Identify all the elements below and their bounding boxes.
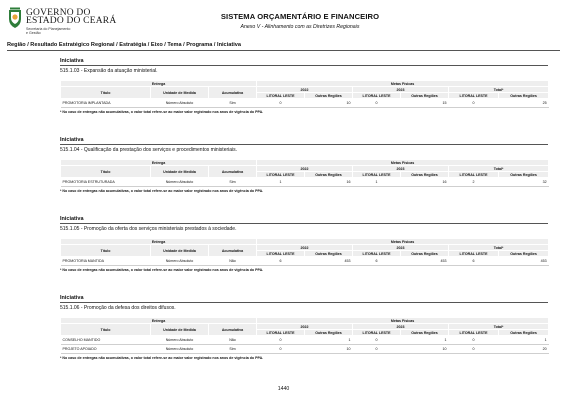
- cell-total-litoral: 0: [449, 345, 499, 354]
- breadcrumb: Região / Resultado Estratégico Regional / Estratégia / Eixo / Tema / Programa / Iniciativa: [7, 42, 241, 48]
- header-litoral: LITORAL LESTE: [449, 330, 499, 336]
- logo-line-2: ESTADO DO CEARÁ: [26, 16, 117, 26]
- header-metas: Metas Físicas: [257, 318, 549, 324]
- header-acumulativa: Acumulativa: [209, 87, 257, 99]
- metas-table: [60, 159, 549, 187]
- cell-acumulativa: Sim: [209, 178, 257, 187]
- cell-2023-litoral: 1: [353, 178, 401, 187]
- section-description: 515.1.03 - Expansão da atuação ministerial.: [60, 68, 158, 74]
- header-divider: [7, 50, 560, 51]
- cell-total-litoral: 0: [449, 99, 499, 108]
- header-titulo: Título: [61, 245, 151, 257]
- header-total: Total*: [449, 87, 549, 93]
- section-description: 515.1.05 - Promoção da oferta dos serviços ministeriais prestados à sociedade.: [60, 226, 237, 232]
- cell-titulo: CONSELHO MANTIDO: [61, 336, 151, 345]
- header-litoral: LITORAL LESTE: [257, 172, 305, 178]
- header-litoral: LITORAL LESTE: [353, 172, 401, 178]
- cell-2023-outras: 10: [401, 345, 449, 354]
- page-subtitle: Anexo V - Alinhamento com as Diretrizes Regionais: [240, 24, 360, 30]
- header-outras: Outras Regiões: [499, 330, 549, 336]
- header-outras: Outras Regiões: [499, 93, 549, 99]
- header-outras: Outras Regiões: [305, 330, 353, 336]
- cell-2022-outras: 16: [305, 178, 353, 187]
- section-label: Iniciativa: [60, 58, 548, 66]
- header-metas: Metas Físicas: [257, 81, 549, 87]
- cell-acumulativa: Não: [209, 336, 257, 345]
- cell-2022-litoral: 1: [257, 178, 305, 187]
- header-unidade: Unidade de Medida: [151, 166, 209, 178]
- header-2022: 2022: [257, 324, 353, 330]
- cell-total-litoral: 2: [449, 178, 499, 187]
- cell-2023-outras: 16: [401, 178, 449, 187]
- section-label: Iniciativa: [60, 216, 548, 224]
- table-footnote: * No caso de entregas não acumulativas, o valor total refere-se ao maior valor registrado nos anos de vigência do PPA.: [60, 110, 264, 114]
- table-footnote: * No caso de entregas não acumulativas, o valor total refere-se ao maior valor registrado nos anos de vigência do PPA.: [60, 356, 264, 360]
- header-acumulativa: Acumulativa: [209, 166, 257, 178]
- header-unidade: Unidade de Medida: [151, 324, 209, 336]
- header-outras: Outras Regiões: [401, 172, 449, 178]
- cell-titulo: PROJETO APOIADO: [61, 345, 151, 354]
- header-entrega: Entrega: [61, 81, 257, 87]
- cell-2022-litoral: 6: [257, 257, 305, 266]
- section-label: Iniciativa: [60, 295, 548, 303]
- header-litoral: LITORAL LESTE: [449, 93, 499, 99]
- header-metas: Metas Físicas: [257, 160, 549, 166]
- header-2023: 2023: [353, 87, 449, 93]
- metas-table: [60, 317, 549, 354]
- header-2023: 2023: [353, 245, 449, 251]
- header-2022: 2022: [257, 166, 353, 172]
- cell-2022-outras: 10: [305, 99, 353, 108]
- header-outras: Outras Regiões: [499, 251, 549, 257]
- header-total: Total*: [449, 324, 549, 330]
- logo-sub-line-1: Secretaria do Planejamento: [26, 27, 71, 31]
- cell-2022-outras: 10: [305, 345, 353, 354]
- header-acumulativa: Acumulativa: [209, 324, 257, 336]
- metas-table: [60, 238, 549, 266]
- cell-titulo: PROMOTORIA IMPLANTADA: [61, 99, 151, 108]
- header-2022: 2022: [257, 245, 353, 251]
- header-total: Total*: [449, 245, 549, 251]
- header-litoral: LITORAL LESTE: [449, 172, 499, 178]
- header-entrega: Entrega: [61, 160, 257, 166]
- sections-container: [60, 58, 548, 374]
- document-header: [0, 0, 567, 40]
- header-outras: Outras Regiões: [401, 330, 449, 336]
- table-row: [61, 345, 549, 354]
- header-outras: Outras Regiões: [305, 93, 353, 99]
- header-unidade: Unidade de Medida: [151, 245, 209, 257]
- header-litoral: LITORAL LESTE: [353, 93, 401, 99]
- cell-2023-litoral: 0: [353, 345, 401, 354]
- header-metas: Metas Físicas: [257, 239, 549, 245]
- header-2022: 2022: [257, 87, 353, 93]
- cell-total-outras: 20: [499, 345, 549, 354]
- header-litoral: LITORAL LESTE: [257, 251, 305, 257]
- logo-line-1: GOVERNO DO: [26, 8, 91, 18]
- cell-acumulativa: Não: [209, 257, 257, 266]
- header-outras: Outras Regiões: [305, 172, 353, 178]
- header-outras: Outras Regiões: [305, 251, 353, 257]
- cell-2023-outras: 453: [401, 257, 449, 266]
- cell-total-outras: 32: [499, 178, 549, 187]
- header-outras: Outras Regiões: [401, 251, 449, 257]
- header-outras: Outras Regiões: [401, 93, 449, 99]
- cell-titulo: PROMOTORIA ESTRUTURADA: [61, 178, 151, 187]
- cell-unidade: Número Absoluto: [151, 99, 209, 108]
- header-titulo: Título: [61, 324, 151, 336]
- logo-sub-line-2: e Gestão: [26, 31, 41, 35]
- cell-unidade: Número Absoluto: [151, 345, 209, 354]
- header-entrega: Entrega: [61, 318, 257, 324]
- cell-unidade: Número Absoluto: [151, 178, 209, 187]
- header-titulo: Título: [61, 166, 151, 178]
- header-2023: 2023: [353, 324, 449, 330]
- page-number: 1440: [277, 386, 290, 392]
- cell-2023-outras: 1: [401, 336, 449, 345]
- government-logo: [7, 7, 117, 35]
- header-unidade: Unidade de Medida: [151, 87, 209, 99]
- page-title: SISTEMA ORÇAMENTÁRIO E FINANCEIRO: [220, 12, 380, 21]
- cell-total-litoral: 6: [449, 257, 499, 266]
- cell-acumulativa: Sim: [209, 345, 257, 354]
- iniciativa-section: [60, 295, 548, 374]
- cell-total-litoral: 0: [449, 336, 499, 345]
- cell-unidade: Número Absoluto: [151, 257, 209, 266]
- cell-total-outras: 453: [499, 257, 549, 266]
- table-footnote: * No caso de entregas não acumulativas, o valor total refere-se ao maior valor registrado nos anos de vigência do PPA.: [60, 268, 264, 272]
- table-row: [61, 178, 549, 187]
- cell-unidade: Número Absoluto: [151, 336, 209, 345]
- cell-2023-litoral: 0: [353, 336, 401, 345]
- header-litoral: LITORAL LESTE: [353, 251, 401, 257]
- iniciativa-section: [60, 216, 548, 295]
- cell-2022-outras: 453: [305, 257, 353, 266]
- cell-2022-outras: 1: [305, 336, 353, 345]
- iniciativa-section: [60, 137, 548, 216]
- header-titulo: Título: [61, 87, 151, 99]
- section-description: 515.1.06 - Promoção da defesa dos direitos difusos.: [60, 305, 176, 311]
- iniciativa-section: [60, 58, 548, 137]
- ceara-crest-icon: [7, 7, 23, 29]
- header-outras: Outras Regiões: [499, 172, 549, 178]
- cell-total-outras: 1: [499, 336, 549, 345]
- section-description: 515.1.04 - Qualificação da prestação dos serviços e procedimentos ministeriais.: [60, 147, 238, 153]
- header-litoral: LITORAL LESTE: [257, 330, 305, 336]
- cell-2022-litoral: 0: [257, 336, 305, 345]
- section-label: Iniciativa: [60, 137, 548, 145]
- cell-2023-outras: 15: [401, 99, 449, 108]
- title-block: [200, 12, 400, 30]
- table-row: [61, 257, 549, 266]
- cell-2022-litoral: 0: [257, 99, 305, 108]
- table-row: [61, 99, 549, 108]
- cell-acumulativa: Sim: [209, 99, 257, 108]
- table-footnote: * No caso de entregas não acumulativas, o valor total refere-se ao maior valor registrado nos anos de vigência do PPA.: [60, 189, 264, 193]
- header-litoral: LITORAL LESTE: [449, 251, 499, 257]
- cell-2022-litoral: 0: [257, 345, 305, 354]
- header-litoral: LITORAL LESTE: [353, 330, 401, 336]
- logo-secretariat: [26, 27, 86, 35]
- cell-2023-litoral: 6: [353, 257, 401, 266]
- header-entrega: Entrega: [61, 239, 257, 245]
- header-acumulativa: Acumulativa: [209, 245, 257, 257]
- cell-titulo: PROMOTORIA MANTIDA: [61, 257, 151, 266]
- cell-total-outras: 25: [499, 99, 549, 108]
- metas-table: [60, 80, 549, 108]
- header-2023: 2023: [353, 166, 449, 172]
- table-row: [61, 336, 549, 345]
- header-litoral: LITORAL LESTE: [257, 93, 305, 99]
- header-total: Total*: [449, 166, 549, 172]
- cell-2023-litoral: 0: [353, 99, 401, 108]
